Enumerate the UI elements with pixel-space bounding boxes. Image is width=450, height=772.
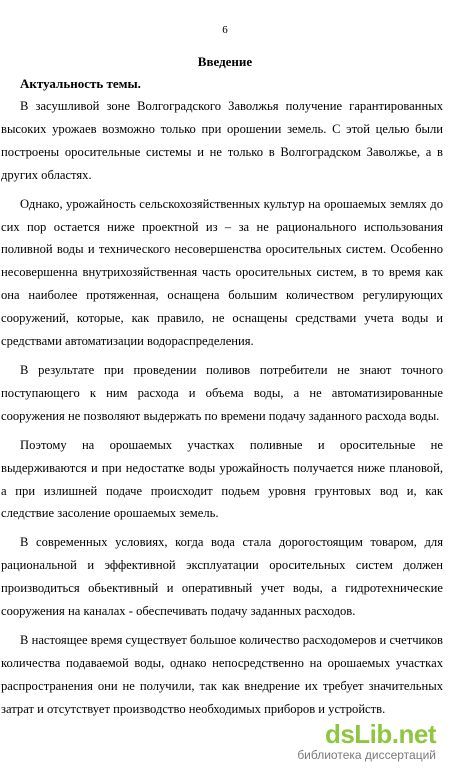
- watermark-caption: библиотека диссертаций: [297, 748, 436, 762]
- subsection-heading: Актуальность темы.: [20, 76, 141, 91]
- watermark: [297, 720, 436, 762]
- paragraph: В засушливой зоне Волгоградского Заволжья получение гарантированных высоких урожаев возможно только при орошении земель. С этой целью были построены оросительные системы и не только в Волгоградском Заволжье, а в других областях.: [1, 99, 443, 182]
- page-number: 6: [222, 24, 228, 36]
- paragraph: Однако, урожайность сельскохозяйственных культур на орошаемых землях до сих пор остается ниже проектной из – за не рационального использования поливной воды и технического несовершенства оросительных систем. Особенно несовершенна внутрихозяйственная часть оросительных систем, в то время как она наиболее протяженная, оснащена большим количеством регулирующих сооружений, которые, как правило, не оснащены средствами учета воды и средствами автоматизации водораспределения.: [1, 196, 443, 349]
- paragraph: В настоящее время существует большое количество расходомеров и счетчиков количества подаваемой воды, однако непосредственно на орошаемых участках распространения они не получили, так как внедрение их требует значительных затрат и отсутствует производство необходимых приборов и устройств.: [1, 632, 443, 716]
- section-heading: Введение: [197, 54, 253, 69]
- paragraph: В современных условиях, когда вода стала дорогостоящим товаром, для рациональной и эффективной эксплуатации оросительных систем должен производиться обьективный и оперативный учет воды, а гидротехнические сооружения на каналах - обеспечивать подачу заданных расходов.: [1, 535, 443, 619]
- document-body: [0, 95, 443, 722]
- paragraph: В результате при проведении поливов потребители не знают точного поступающего к ним расхода и объема воды, а не автоматизированные сооружения не позволяют выдержать по времени подачу заданного расхода воды.: [1, 362, 443, 423]
- watermark-logo: dsLib.net: [324, 719, 436, 749]
- paragraph: Поэтому на орошаемых участках поливные и оросительные не выдерживаются и при недостатке воды урожайность получается ниже плановой, а при излишней подаче происходит подьем уровня грунтовых вод и, как следствие засоление орошаемых земель.: [1, 437, 443, 521]
